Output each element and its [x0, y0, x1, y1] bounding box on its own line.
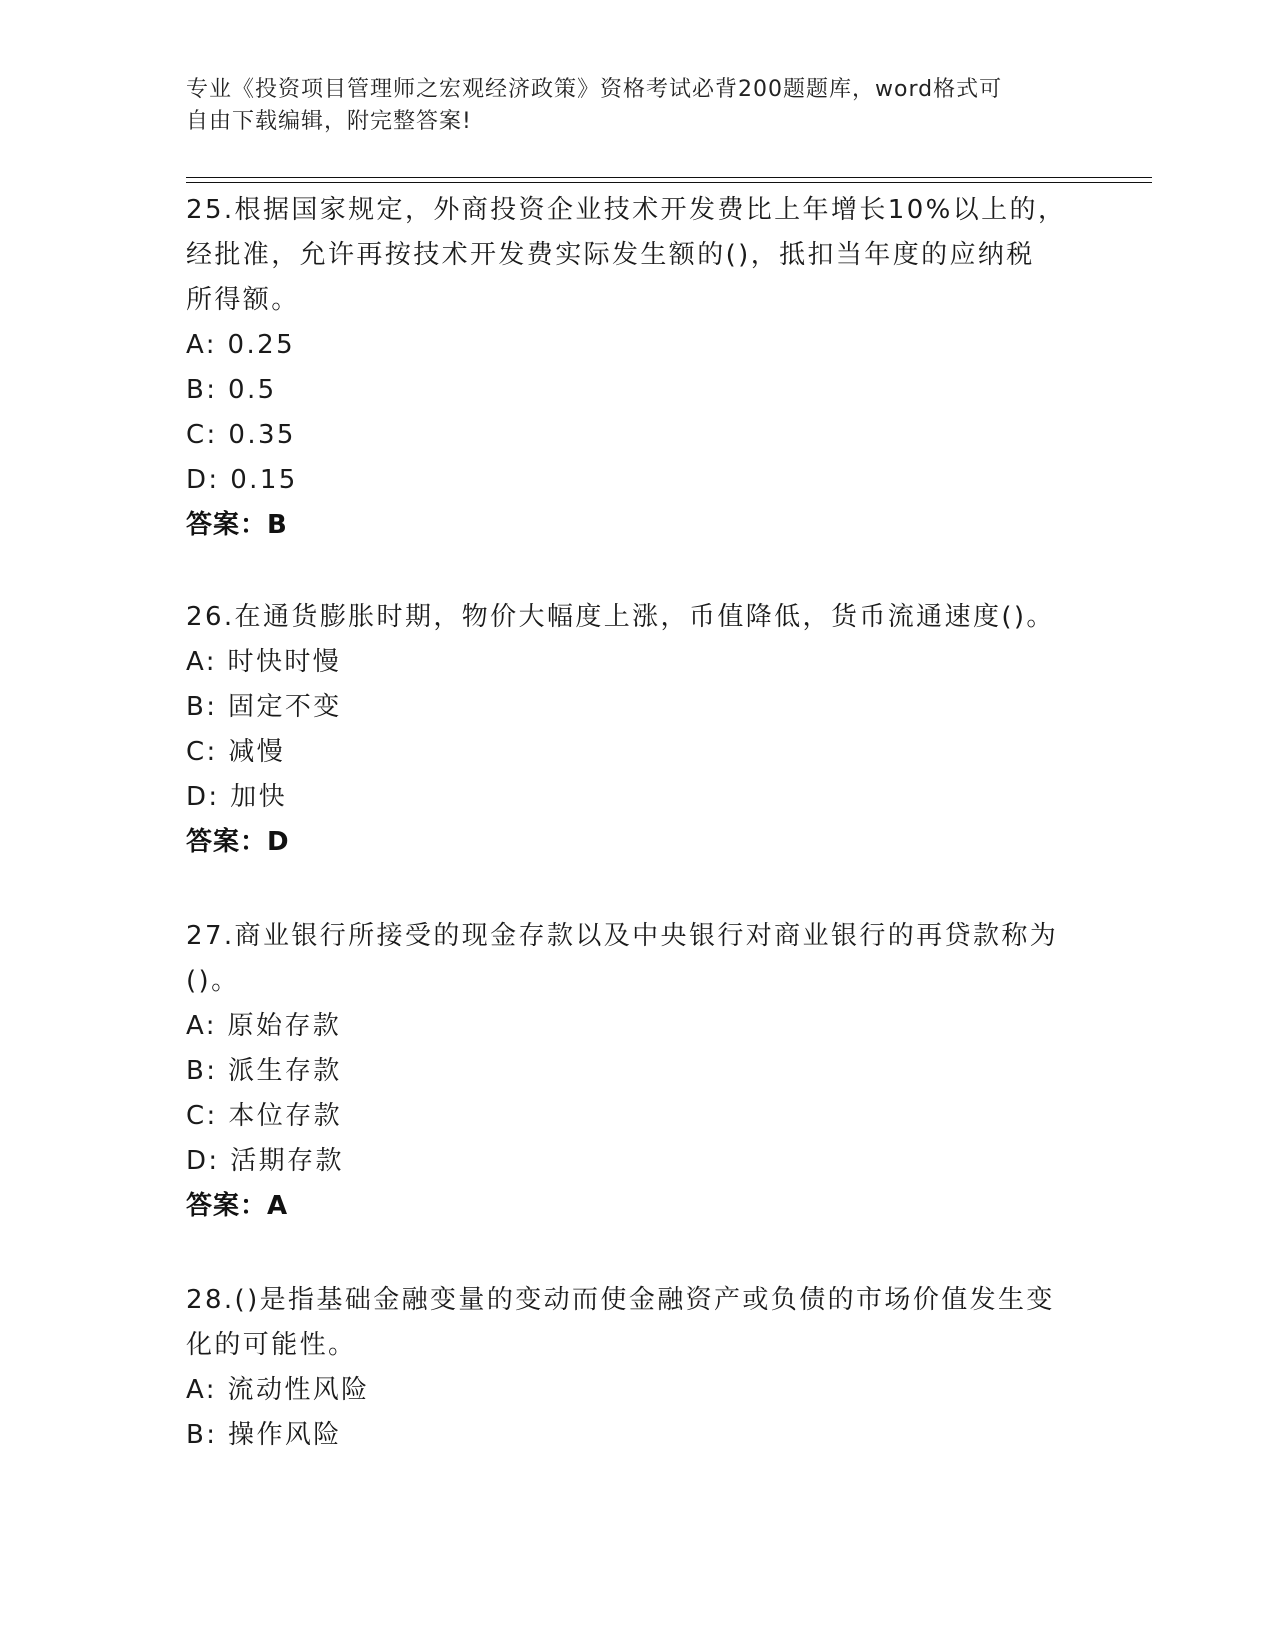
- question-28: [186, 1278, 1086, 1458]
- option-d: D: 活期存款: [186, 1146, 344, 1176]
- option-c: C: 0.35: [186, 420, 296, 450]
- question-26: [186, 595, 1086, 865]
- question-text-line: 26.在通货膨胀时期，物价大幅度上涨，币值降低，货币流通速度()。: [186, 602, 1055, 632]
- header-divider-bottom: [186, 182, 1152, 183]
- header-line-1: 专业《投资项目管理师之宏观经济政策》资格考试必背200题题库，word格式可: [186, 77, 1003, 102]
- question-text-line: ()。: [186, 966, 240, 996]
- option-a: A: 时快时慢: [186, 647, 342, 677]
- answer-line: 答案：D: [186, 827, 290, 857]
- option-a: A: 流动性风险: [186, 1375, 370, 1405]
- document-header: [186, 74, 1066, 138]
- question-text-line: 经批准，允许再按技术开发费实际发生额的()，抵扣当年度的应纳税: [186, 240, 1035, 270]
- question-text-line: 25.根据国家规定，外商投资企业技术开发费比上年增长10%以上的，: [186, 195, 1067, 225]
- option-b: B: 派生存款: [186, 1056, 342, 1086]
- option-b: B: 操作风险: [186, 1420, 342, 1450]
- option-c: C: 减慢: [186, 737, 286, 767]
- option-d: D: 0.15: [186, 465, 298, 495]
- question-25: [186, 188, 1086, 548]
- header-line-2: 自由下载编辑，附完整答案!: [186, 109, 472, 134]
- option-a: A: 0.25: [186, 330, 296, 360]
- option-b: B: 固定不变: [186, 692, 342, 722]
- question-text-line: 28.()是指基础金融变量的变动而使金融资产或负债的市场价值发生变: [186, 1285, 1055, 1315]
- question-text-line: 27.商业银行所接受的现金存款以及中央银行对商业银行的再贷款称为: [186, 921, 1059, 951]
- question-27: [186, 914, 1086, 1229]
- question-text-line: 所得额。: [186, 285, 300, 315]
- option-c: C: 本位存款: [186, 1101, 342, 1131]
- option-d: D: 加快: [186, 782, 288, 812]
- question-text-line: 化的可能性。: [186, 1330, 357, 1360]
- answer-line: 答案：A: [186, 1191, 289, 1221]
- header-divider-top: [186, 177, 1152, 178]
- answer-line: 答案：B: [186, 510, 288, 540]
- option-b: B: 0.5: [186, 375, 277, 405]
- option-a: A: 原始存款: [186, 1011, 342, 1041]
